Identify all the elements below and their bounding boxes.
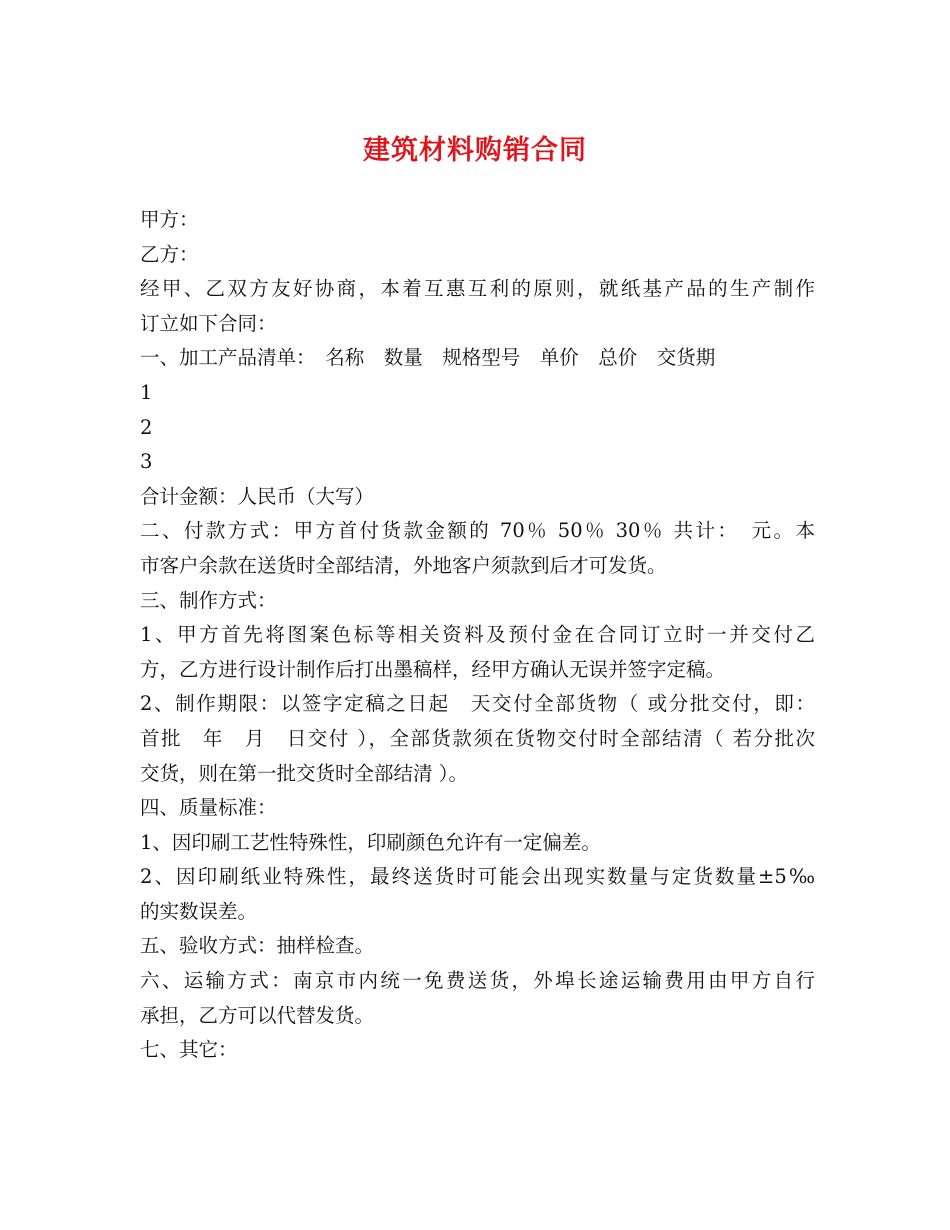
preamble-line: 经甲、乙双方友好协商，本着互惠互利的原则，就纸基产品的生产制作 xyxy=(140,277,815,301)
section-heading: 四、质量标准： xyxy=(140,796,277,820)
party-b-line: 乙方： xyxy=(140,242,199,266)
paragraph-line: 2、制作期限：以签字定稿之日起 天交付全部货物（ 或分批交付，即： xyxy=(140,692,815,716)
total-amount-line: 合计金额：人民币（大写） xyxy=(140,484,375,508)
paragraph-line: 承担，乙方可以代替发货。 xyxy=(140,1003,375,1027)
section-heading: 七、其它： xyxy=(140,1038,238,1062)
document-body xyxy=(140,203,815,1068)
paragraph-line: 交货，则在第一批交货时全部结清 ）。 xyxy=(140,761,468,785)
paragraph-line: 1、甲方首先将图案色标等相关资料及预付金在合同订立时一并交付乙 xyxy=(140,623,815,647)
section-heading: 六、运输方式：南京市内统一免费送货，外埠长途运输费用由甲方自行 xyxy=(140,969,815,993)
document-title: 建筑材料购销合同 xyxy=(363,135,587,166)
paragraph-line: 市客户余款在送货时全部结清，外地客户须款到后才可发货。 xyxy=(140,553,667,577)
paragraph-line: 的实数误差。 xyxy=(140,899,258,923)
party-a-line: 甲方： xyxy=(140,208,199,231)
preamble-line: 订立如下合同： xyxy=(140,311,277,335)
section-heading: 三、制作方式： xyxy=(140,588,277,612)
paragraph-line: 首批 年 月 日交付 ），全部货款须在货物交付时全部结清（ 若分批次 xyxy=(140,726,815,750)
list-item: 3 xyxy=(140,450,153,474)
paragraph-line: 2、因印刷纸业特殊性，最终送货时可能会出现实数量与定货数量±5‰ xyxy=(140,865,815,889)
list-item: 1 xyxy=(140,380,153,404)
paragraph-line: 1、因印刷工艺性特殊性，印刷颜色允许有一定偏差。 xyxy=(140,830,601,854)
paragraph-line: 方，乙方进行设计制作后打出墨稿样，经甲方确认无误并签字定稿。 xyxy=(140,657,726,681)
list-item: 2 xyxy=(140,415,153,439)
section-heading: 五、验收方式：抽样检查。 xyxy=(140,934,375,958)
section-heading: 一、加工产品清单： 名称 数量 规格型号 单价 总价 交货期 xyxy=(140,346,716,370)
section-heading: 二、付款方式：甲方首付货款金额的 70％ 50％ 30％ 共计： 元。本 xyxy=(140,519,815,543)
